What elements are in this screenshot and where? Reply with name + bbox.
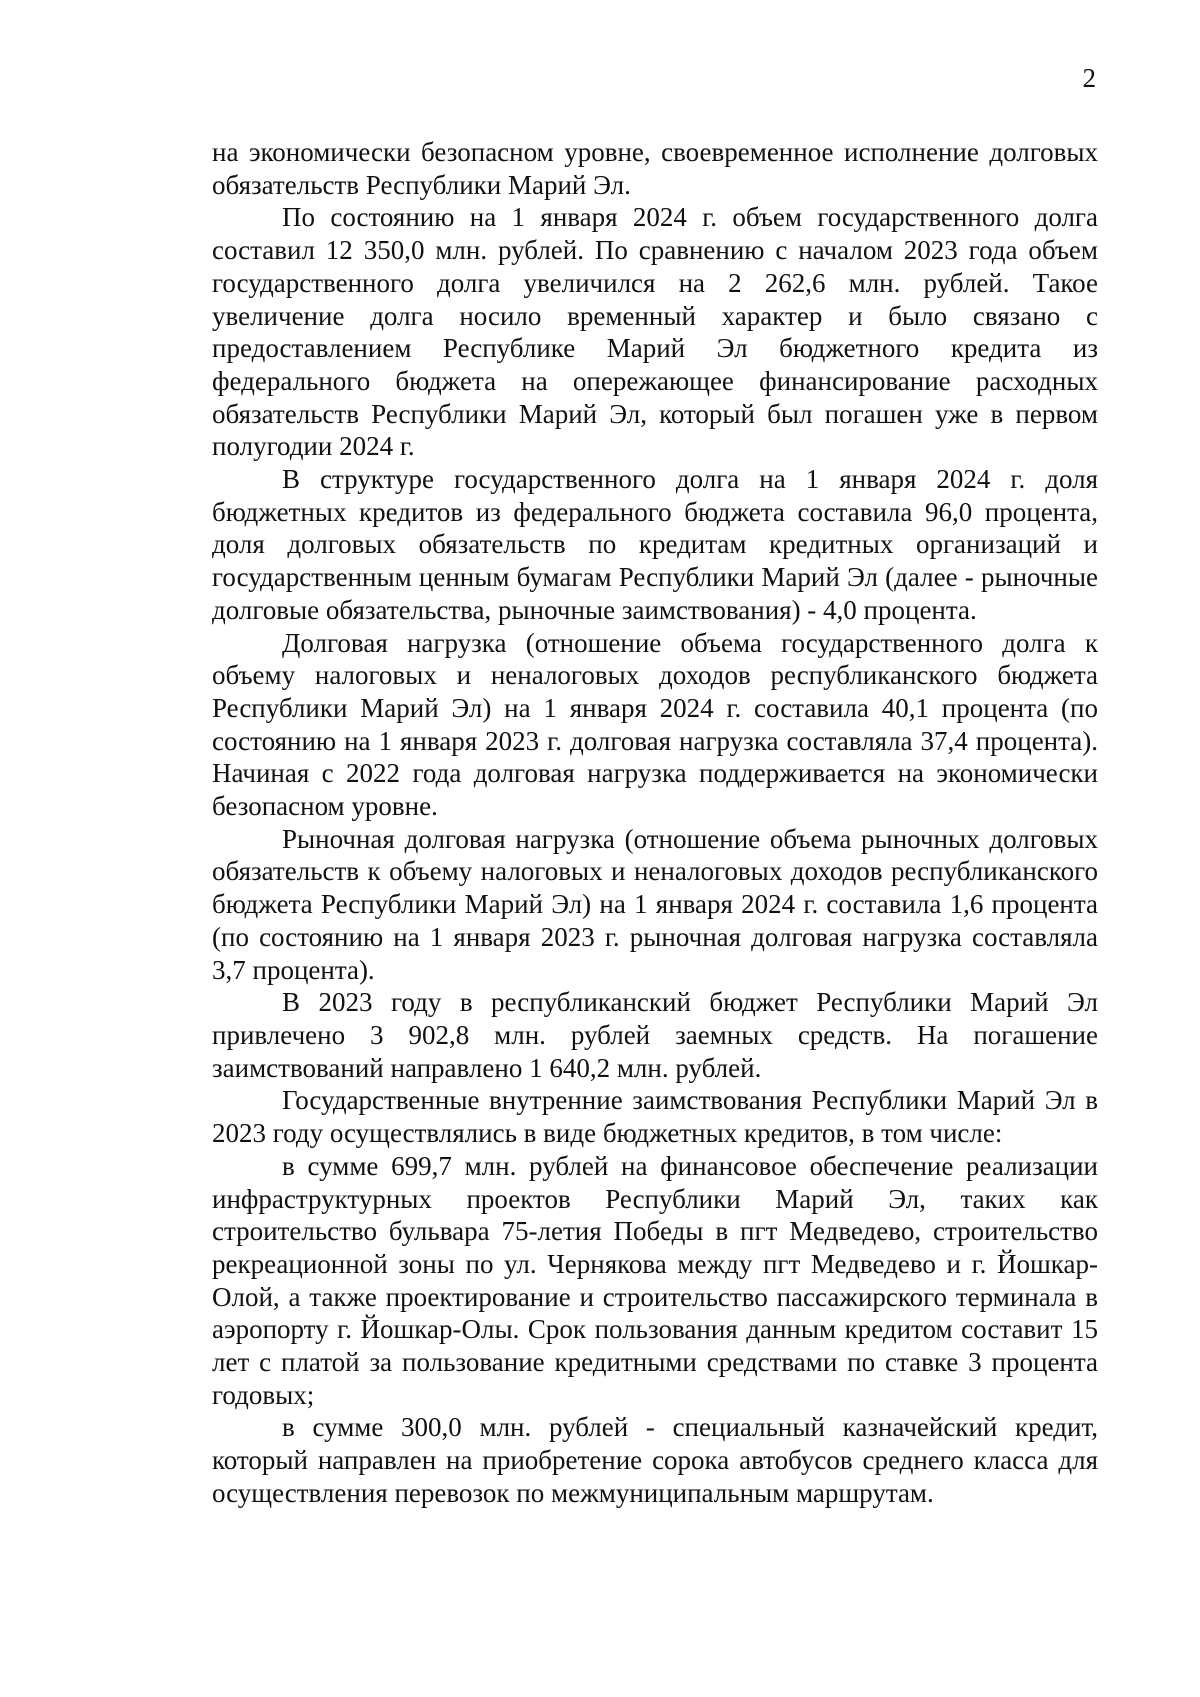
paragraph-continuation: на экономически безопасном уровне, своевременное исполнение долговых обязательств Республики Марий Эл. [212,137,1098,200]
page-number: 2 [1082,63,1096,93]
paragraph-infrastructure-credit: в сумме 699,7 млн. рублей на финансовое обеспечение реализации инфраструктурных проектов Республики Марий Эл, таких как строительство бульвара 75-летия Победы в пгт Медведево, строительство рекреационной зоны по ул. Чернякова между пгт Медведево и г. Йошкар-Олой, а также проектирование и строительство пассажирского терминала в аэропорту г. Йошкар-Олы. Срок пользования данным кредитом составит 15 лет с платой за пользование кредитными средствами по ставке 3 процента годовых; [212,1150,1098,1410]
document-body [212,136,1098,1510]
paragraph-internal-borrowings: Государственные внутренние заимствования Республики Марий Эл в 2023 году осуществлялись в виде бюджетных кредитов, в том числе: [212,1085,1098,1149]
paragraph-debt-burden: Долговая нагрузка (отношение объема государственного долга к объему налоговых и неналоговых доходов республиканского бюджета Республики Марий Эл) на 1 января 2024 г. составила 40,1 процента (по состоянию на 1 января 2023 г. долговая нагрузка составляла 37,4 процента). Начиная с 2022 года долговая нагрузка поддерживается на экономически безопасном уровне. [212,627,1098,822]
paragraph-treasury-credit: в сумме 300,0 млн. рублей - специальный казначейский кредит, который направлен на приобретение сорока автобусов среднего класса для осуществления перевозок по межмуниципальным маршрутам. [212,1412,1098,1508]
paragraph-debt-structure: В структуре государственного долга на 1 января 2024 г. доля бюджетных кредитов из федерального бюджета составила 96,0 процента, доля долговых обязательств по кредитам кредитных организаций и государственным ценным бумагам Республики Марий Эл (далее - рыночные долговые обязательства, рыночные заимствования) - 4,0 процента. [212,464,1098,625]
paragraph-state-debt-volume: По состоянию на 1 января 2024 г. объем государственного долга составил 12 350,0 млн. рублей. По сравнению с началом 2023 года объем государственного долга увеличился на 2 262,6 млн. рублей. Такое увеличение долга носило временный характер и было связано с предоставлением Республике Марий Эл бюджетного кредита из федерального бюджета на опережающее финансирование расходных обязательств Республики Марий Эл, который был погашен уже в первом полугодии 2024 г. [212,202,1098,462]
paragraph-borrowings-2023: В 2023 году в республиканский бюджет Республики Марий Эл привлечено 3 902,8 млн. рублей заемных средств. На погашение заимствований направлено 1 640,2 млн. рублей. [212,987,1098,1083]
paragraph-market-debt-burden: Рыночная долговая нагрузка (отношение объема рыночных долговых обязательств к объему налоговых и неналоговых доходов республиканского бюджета Республики Марий Эл) на 1 января 2024 г. составила 1,6 процента (по состоянию на 1 января 2023 г. рыночная долговая нагрузка составляла 3,7 процента). [212,823,1098,985]
